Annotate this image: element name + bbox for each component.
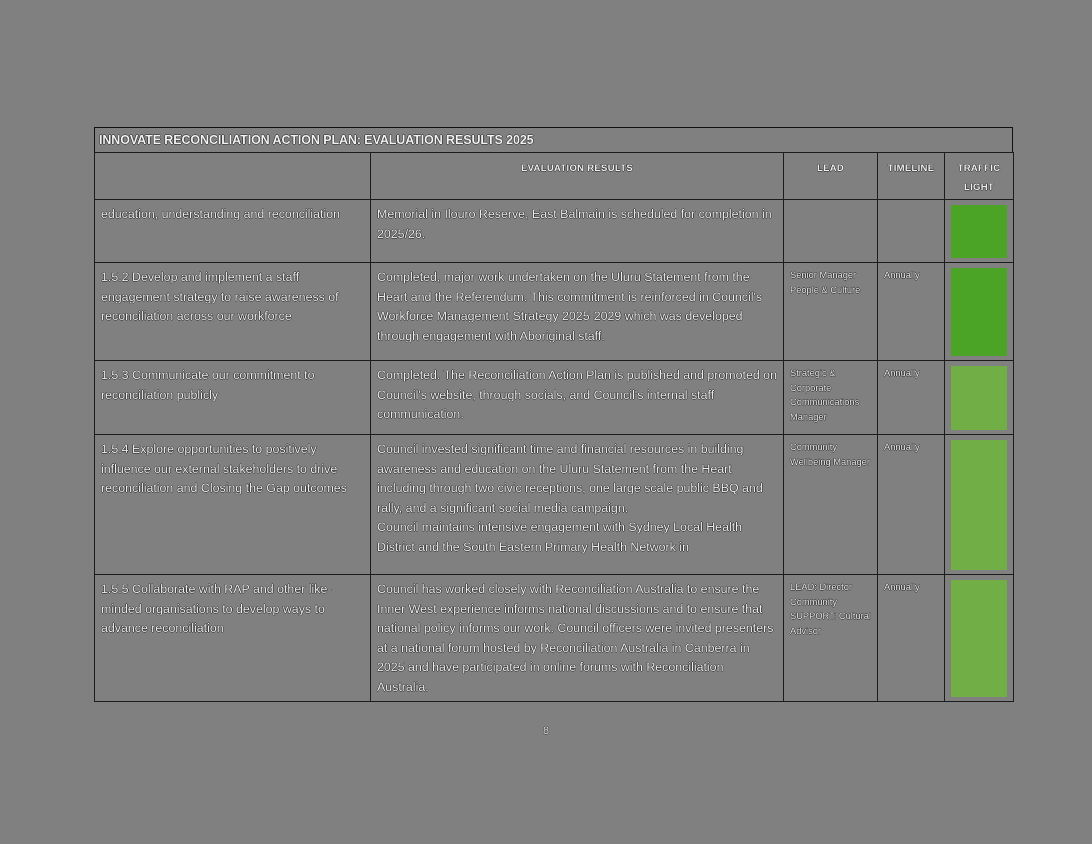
cell-lead bbox=[784, 361, 878, 435]
table-header bbox=[95, 153, 1014, 200]
cell-lead bbox=[784, 575, 878, 702]
action-text: 1.5.5 Collaborate with RAP and other like-minded organisations to develop ways to advance reconciliation bbox=[101, 582, 332, 636]
cell-traffic-light bbox=[945, 263, 1014, 361]
column-header-traffic-light: TRAFFIC LIGHT bbox=[945, 153, 1014, 200]
cell-traffic-light bbox=[945, 435, 1014, 575]
traffic-light-indicator bbox=[951, 366, 1007, 430]
table-row bbox=[95, 435, 1014, 575]
lead-text: Senior Manager People & Culture bbox=[790, 270, 861, 295]
results-paragraph: Memorial in Ilouro Reserve, East Balmain is scheduled for completion in 2025/26. bbox=[377, 207, 772, 241]
traffic-light-indicator bbox=[951, 440, 1007, 570]
cell-evaluation-results bbox=[371, 361, 784, 435]
results-paragraph: Council maintains intensive engagement with Sydney Local Health District and the South Eastern Primary Health Network in bbox=[377, 520, 743, 554]
timeline-text: Annually bbox=[884, 270, 920, 281]
lead-text: Strategic & Corporate Communications Manager bbox=[790, 368, 860, 422]
document-title-bar bbox=[94, 127, 1013, 152]
results-paragraph: Council has worked closely with Reconciliation Australia to ensure the Inner West experience informs national discussions and to ensure that national policy informs our work. Council officers were invited presenters at a national forum hosted by Reconciliation Australia in Canberra in 2025 and have participated in online forums with Reconciliation Australia. bbox=[377, 582, 774, 694]
cell-action bbox=[95, 200, 371, 263]
table-body bbox=[95, 200, 1014, 702]
cell-evaluation-results bbox=[371, 263, 784, 361]
cell-evaluation-results bbox=[371, 200, 784, 263]
column-header-action bbox=[95, 153, 371, 200]
column-header-evaluation-results: EVALUATION RESULTS bbox=[371, 153, 784, 200]
action-text: 1.5.2 Develop and implement a staff engagement strategy to raise awareness of reconciliation across our workforce bbox=[101, 270, 339, 324]
table-row bbox=[95, 200, 1014, 263]
timeline-text: Annually bbox=[884, 582, 920, 593]
evaluation-results-table bbox=[94, 152, 1014, 702]
cell-traffic-light bbox=[945, 361, 1014, 435]
results-paragraph: Completed, major work undertaken on the Uluru Statement from the Heart and the Referendum. This commitment is reinforced in Council's Workforce Management Strategy 2025-2029 which was developed through engagement with Aboriginal staff. bbox=[377, 270, 763, 343]
traffic-light-indicator bbox=[951, 580, 1007, 697]
lead-text: LEAD: Director Community SUPPORT: Cultural Advisor bbox=[790, 582, 871, 636]
traffic-light-indicator bbox=[951, 268, 1007, 356]
cell-traffic-light bbox=[945, 200, 1014, 263]
action-text: 1.5.3 Communicate our commitment to reconciliation publicly bbox=[101, 368, 315, 402]
action-text: education, understanding and reconciliation bbox=[101, 207, 341, 222]
table-header-row bbox=[95, 153, 1014, 200]
table-row bbox=[95, 575, 1014, 702]
cell-evaluation-results bbox=[371, 575, 784, 702]
page-title: INNOVATE RECONCILIATION ACTION PLAN: EVALUATION RESULTS 2025 bbox=[99, 133, 534, 147]
document-content-area bbox=[94, 127, 1013, 702]
cell-evaluation-results bbox=[371, 435, 784, 575]
column-header-timeline: TIMELINE bbox=[878, 153, 945, 200]
timeline-text: Annually bbox=[884, 368, 920, 379]
cell-traffic-light bbox=[945, 575, 1014, 702]
cell-lead bbox=[784, 200, 878, 263]
cell-timeline bbox=[878, 575, 945, 702]
cell-lead bbox=[784, 263, 878, 361]
column-header-lead: LEAD bbox=[784, 153, 878, 200]
cell-action bbox=[95, 263, 371, 361]
results-paragraph: Completed. The Reconciliation Action Plan is published and promoted on Council's website, through socials, and Council's internal staff communication. bbox=[377, 368, 777, 422]
cell-timeline bbox=[878, 435, 945, 575]
cell-timeline bbox=[878, 361, 945, 435]
cell-action bbox=[95, 435, 371, 575]
cell-timeline bbox=[878, 263, 945, 361]
table-row bbox=[95, 263, 1014, 361]
cell-action bbox=[95, 361, 371, 435]
page-number: 8 bbox=[542, 725, 550, 737]
cell-timeline bbox=[878, 200, 945, 263]
timeline-text: Annually bbox=[884, 442, 920, 453]
cell-lead bbox=[784, 435, 878, 575]
traffic-light-indicator bbox=[951, 205, 1007, 258]
table-row bbox=[95, 361, 1014, 435]
results-paragraph: Council invested significant time and financial resources in building awareness and education on the Uluru Statement from the Heart including through two civic receptions, one large scale public BBQ and rally, and a significant social media campaign. bbox=[377, 442, 763, 515]
action-text: 1.5.4 Explore opportunities to positively influence our external stakeholders to drive reconciliation and Closing the Gap outcomes bbox=[101, 442, 347, 496]
lead-text: Community Wellbeing Manager bbox=[790, 442, 870, 467]
cell-action bbox=[95, 575, 371, 702]
